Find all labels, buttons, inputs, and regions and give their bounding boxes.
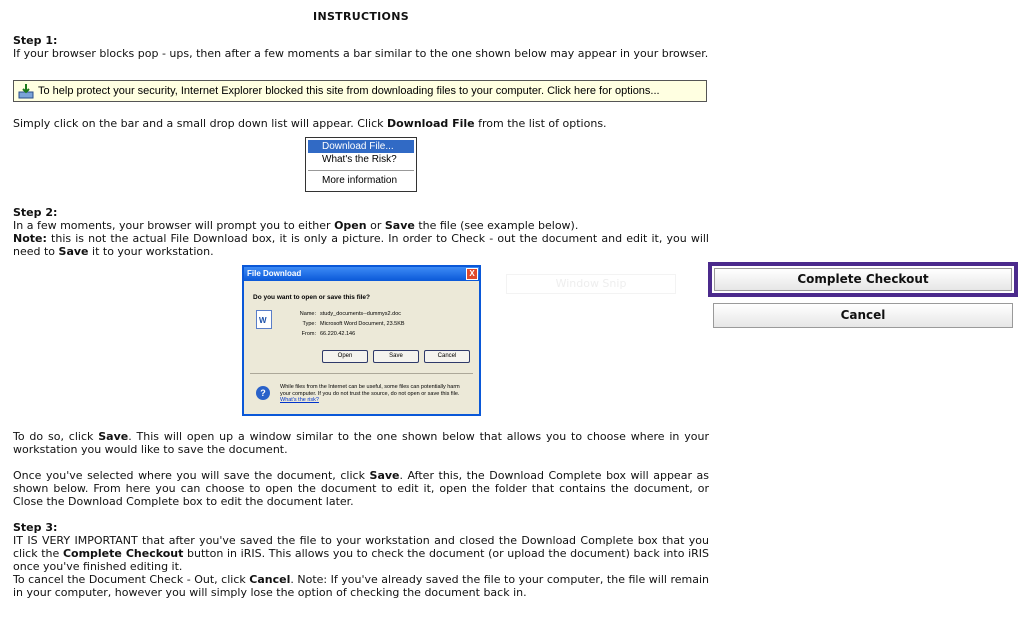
dialog-warning-text: While files from the Internet can be useful, some files can potentially harm your computer. If you do not trust the source, do not open or save this file. What's the risk? (280, 384, 460, 403)
dialog-open-button: Open (322, 350, 368, 363)
step2-section (13, 206, 709, 258)
window-snip-ghost-label: Window Snip (506, 274, 676, 294)
ie-info-bar[interactable] (13, 80, 707, 102)
step2-todo-text: To do so, click Save. This will open up a window similar to the one shown below that allows you to choose where in your workstation you would like to save the document. (13, 430, 709, 456)
complete-checkout-label: Complete Checkout (714, 268, 1012, 291)
step1-click-text: Simply click on the bar and a small drop down list will appear. Click Download File from the list of options. (13, 117, 607, 130)
file-download-dialog-picture (242, 265, 481, 416)
step3-important-text: IT IS VERY IMPORTANT that after you've saved the file to your workstation and closed the Download Complete box that you click the Complete Checkout button in iRIS. This allows you to check the document (or upload the document) back into iRIS once you've finished editing it. (13, 534, 709, 573)
step1-section (13, 34, 709, 60)
step2-note: Note: this is not the actual File Download box, it is only a picture. In order to Check - out the document and edit it, you will need to Save it to your workstation. (13, 232, 709, 258)
step3-section (13, 521, 709, 599)
close-icon: X (466, 268, 478, 280)
complete-checkout-button[interactable] (708, 262, 1018, 297)
step2-heading: Step 2: (13, 206, 58, 219)
download-dropdown-menu (305, 137, 417, 192)
menu-separator (308, 170, 414, 171)
menu-item-whats-the-risk[interactable]: What's the Risk? (322, 154, 397, 165)
dialog-titlebar: File Download X (244, 267, 479, 281)
dialog-type-row: Type: Microsoft Word Document, 23.5KB (302, 321, 405, 327)
dialog-divider (250, 373, 473, 374)
dialog-from-row: From: 66.220.42.146 (301, 331, 356, 337)
step3-cancel-text: To cancel the Document Check - Out, click Cancel. Note: If you've already saved the file to your computer, the file will remain in your computer, however you will simply lose the option of checking the document back in. (13, 573, 709, 599)
dialog-name-row: Name: study_documents--dummys2.doc (299, 311, 402, 317)
step3-heading: Step 3: (13, 521, 58, 534)
step1-text: If your browser blocks pop - ups, then after a few moments a bar similar to the one shown below may appear in your browser. (13, 47, 709, 60)
menu-item-download-file[interactable]: Download File... (308, 140, 414, 153)
menu-item-more-information[interactable]: More information (322, 175, 398, 186)
ie-bar-text: To help protect your security, Internet Explorer blocked this site from downloading files to your computer. Click here for options... (38, 85, 660, 97)
download-shield-icon (18, 83, 34, 99)
step2-once-text: Once you've selected where you will save the document, click Save. After this, the Download Complete box will appear as shown below. From here you can choose to open the document to edit it, open the folder that contains the document, or Close the Download Complete box to edit the document later. (13, 469, 709, 508)
dialog-save-button: Save (373, 350, 419, 363)
word-document-icon (256, 310, 272, 329)
cancel-button[interactable]: Cancel (713, 303, 1013, 328)
page-title: INSTRUCTIONS (313, 10, 409, 23)
question-shield-icon: ? (256, 386, 270, 400)
dialog-question: Do you want to open or save this file? (253, 294, 371, 301)
step2-line1: In a few moments, your browser will prompt you to either Open or Save the file (see example below). (13, 219, 579, 232)
step1-heading: Step 1: (13, 34, 58, 47)
dialog-cancel-button: Cancel (424, 350, 470, 363)
